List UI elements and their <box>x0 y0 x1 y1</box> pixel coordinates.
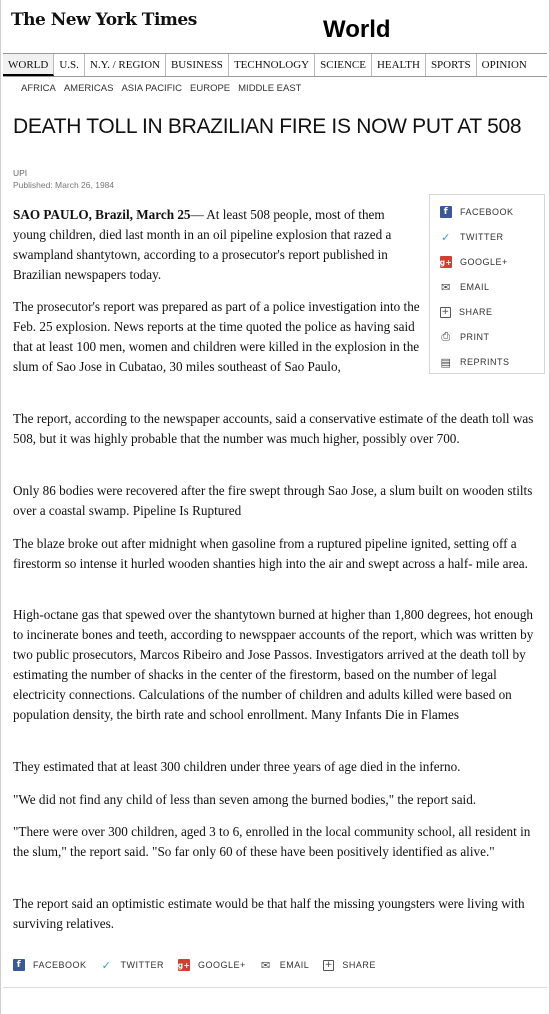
bottom-share-email-link[interactable] <box>260 958 310 972</box>
share-icon: + <box>441 306 450 317</box>
reprints-link[interactable] <box>440 355 510 369</box>
article-paragraph-5: The blaze broke out after midnight when gasoline from a ruptured pipeline ignited, setting off a firestorm so intense it hurled wooden shanties high into the air and swept across a half- mile area. <box>13 536 528 571</box>
article-paragraph-3: The report, according to the newspaper accounts, said a conservative estimate of the death toll was 508, but it was highly probable that the number was much higher, possibly over 700. <box>13 411 534 446</box>
share-more-label: SHARE <box>459 307 493 317</box>
print-icon: ⎙ <box>441 330 451 343</box>
reprints-icon: ▤ <box>440 355 452 369</box>
nav-item-us[interactable]: U.S. <box>54 54 85 76</box>
bottom-share-email-label: EMAIL <box>279 960 310 970</box>
twitter-icon: ✓ <box>441 230 451 244</box>
article-byline: UPI <box>13 168 28 178</box>
nyt-logo[interactable]: The New York Times <box>11 10 197 30</box>
article-paragraph-9: "There were over 300 children, aged 3 to 6, enrolled in the local community school, all resident in the slum," the report said. "So far only 60 of these have been positively identified as alive." <box>13 824 531 859</box>
share-twitter-label: TWITTER <box>460 232 504 242</box>
share-email-label: EMAIL <box>460 282 490 292</box>
email-icon: ✉ <box>260 958 271 972</box>
bottom-share-more-label: SHARE <box>342 960 376 970</box>
google-plus-icon: g+ <box>177 960 191 970</box>
facebook-icon: f <box>13 959 25 971</box>
article-paragraph-1 <box>13 205 415 285</box>
article-lede: — At least 508 people, most of them young children, died last month in an oil pipeline explosion that razed a swampland shantytown, according to a prosecutor's report published in Brazilian newspapers today. <box>13 207 392 282</box>
region-subnav <box>21 83 302 94</box>
email-icon: ✉ <box>441 280 451 294</box>
footer-divider <box>3 987 547 988</box>
subnav-item-americas[interactable]: AMERICAS <box>63 83 114 94</box>
share-email-link[interactable] <box>440 280 490 294</box>
masthead <box>1 0 549 52</box>
bottom-share-twitter-label: TWITTER <box>120 960 165 970</box>
share-twitter-link[interactable] <box>440 230 504 244</box>
share-google-plus-link[interactable] <box>440 255 508 269</box>
nav-item-opinion[interactable]: OPINION <box>481 59 527 71</box>
article-paragraph-2: The prosecutor's report was prepared as part of a police investigation into the Feb. 25 explosion. News reports at the time quoted the police as having said that at least 100 men, women and children were killed in the explosion in the slum of Sao Jose in Cubatao, 30 miles southeast of Sao Paulo, <box>13 299 420 374</box>
publish-date: Published: March 26, 1984 <box>13 180 115 190</box>
article-paragraph-6: High-octane gas that spewed over the shantytown burned at higher than 1,800 degrees, hot enough to incinerate bones and teeth, according to newsppaer accounts of the report, which was written by two public prosecutors, Marcos Ribeiro and Jose Passos. Investigators arrived at the death toll by estimating the number of shacks in the center of the firestorm, based on the number of legal electricity connections. Calculations of the number of children and adults killed were based on population density, the birth rate and school enrollment. Many Infants Die in Flames <box>13 607 534 722</box>
share-facebook-label: FACEBOOK <box>460 207 514 217</box>
article-paragraph-8: "We did not find any child of less than seven among the burned bodies," the report said. <box>13 792 477 807</box>
nav-item-world[interactable]: WORLD <box>3 54 54 76</box>
nav-item-sports[interactable]: SPORTS <box>426 54 477 76</box>
subnav-item-middle-east[interactable]: MIDDLE EAST <box>238 83 302 94</box>
article-dateline: SAO PAULO, Brazil, March 25 <box>13 207 191 222</box>
reprints-label: REPRINTS <box>460 357 510 367</box>
subnav-item-asia-pacific[interactable]: ASIA PACIFIC <box>121 83 183 94</box>
bottom-share-twitter-link[interactable] <box>101 958 165 972</box>
share-facebook-link[interactable] <box>440 205 514 219</box>
article-paragraph-10: The report said an optimistic estimate would be that half the missing youngsters were living with surviving relatives. <box>13 896 525 931</box>
bottom-share-more-link[interactable] <box>323 958 376 972</box>
print-label: PRINT <box>460 332 490 342</box>
nav-item-technology[interactable]: TECHNOLOGY <box>229 54 315 76</box>
bottom-share-bar <box>13 958 376 972</box>
section-title: World <box>323 16 391 43</box>
twitter-icon: ✓ <box>101 958 112 972</box>
bottom-share-google-plus-link[interactable] <box>178 958 246 972</box>
subnav-item-europe[interactable]: EUROPE <box>190 83 231 94</box>
subnav-item-africa[interactable]: AFRICA <box>21 83 56 94</box>
bottom-share-facebook-label: FACEBOOK <box>33 960 87 970</box>
nav-item-ny-region[interactable]: N.Y. / REGION <box>85 54 166 76</box>
google-plus-icon: g+ <box>439 257 453 267</box>
article-headline: DEATH TOLL IN BRAZILIAN FIRE IS NOW PUT AT 508 <box>13 115 522 138</box>
share-more-link[interactable] <box>440 305 493 319</box>
nav-item-business[interactable]: BUSINESS <box>166 54 229 76</box>
print-link[interactable] <box>440 330 490 344</box>
bottom-share-google-plus-label: GOOGLE+ <box>198 960 246 970</box>
nav-item-science[interactable]: SCIENCE <box>315 54 372 76</box>
share-tools-box <box>429 194 545 374</box>
section-nav <box>3 53 547 77</box>
nav-item-health[interactable]: HEALTH <box>372 54 426 76</box>
article-paragraph-7: They estimated that at least 300 children under three years of age died in the inferno. <box>13 759 461 774</box>
article-paragraph-4: Only 86 bodies were recovered after the fire swept through Sao Jose, a slum built on wooden stilts over a coastal swamp. Pipeline Is Ruptured <box>13 483 533 518</box>
share-google-plus-label: GOOGLE+ <box>460 257 508 267</box>
facebook-icon: f <box>440 206 452 218</box>
share-icon: + <box>324 959 333 970</box>
bottom-share-facebook-link[interactable] <box>13 958 87 972</box>
